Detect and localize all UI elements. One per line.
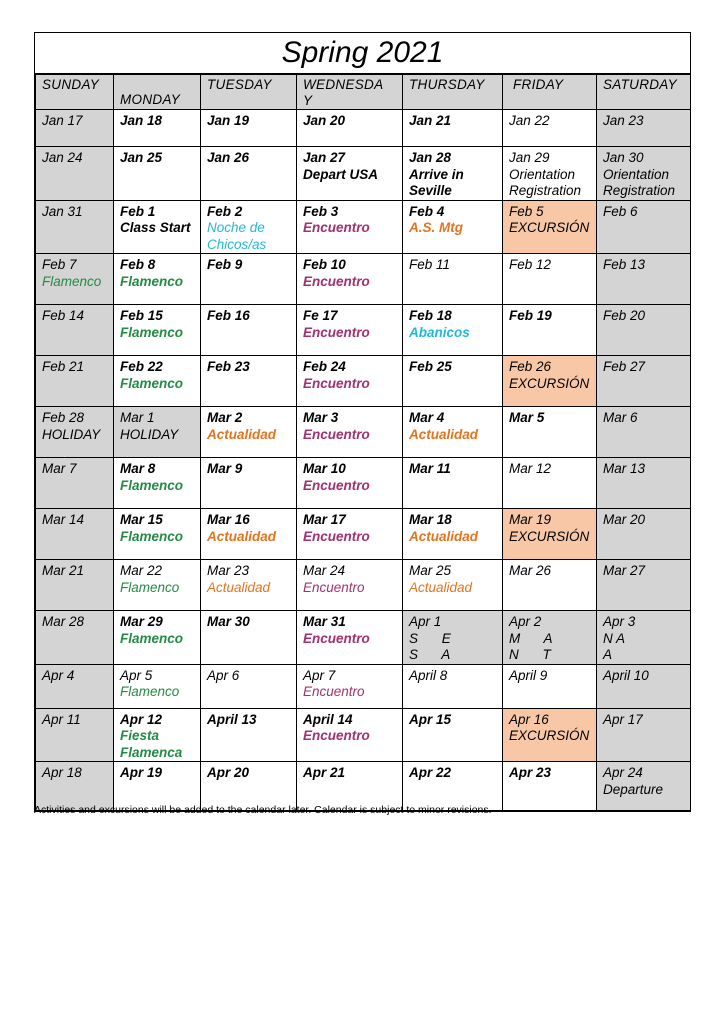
- day-cell: [597, 458, 691, 509]
- day-activity: N A: [603, 630, 626, 646]
- day-cell: [36, 664, 114, 708]
- day-cell: [597, 560, 691, 611]
- week-row: [36, 147, 691, 201]
- day-date: Feb 13: [603, 257, 646, 272]
- day-date: Apr 11: [42, 711, 81, 727]
- day-cell: [297, 407, 403, 458]
- day-date: Mar 1: [120, 410, 155, 425]
- day-activity: Encuentro: [303, 477, 370, 493]
- day-activity: Encuentro: [303, 273, 370, 289]
- day-date: Mar 11: [409, 461, 451, 476]
- day-cell: [503, 762, 597, 811]
- day-date: Apr 1: [409, 614, 442, 629]
- day-date: Mar 25: [409, 563, 452, 578]
- day-activity: Flamenco: [120, 273, 184, 289]
- day-cell: [297, 305, 403, 356]
- week-row: [36, 254, 691, 305]
- day-activity: Flamenco: [120, 684, 180, 699]
- day-cell: [403, 611, 503, 665]
- day-date: Mar 17: [303, 512, 346, 527]
- day-cell: [297, 110, 403, 147]
- day-activity: Encuentro: [303, 728, 370, 743]
- day-activity: Encuentro: [303, 630, 370, 646]
- day-activity: Fiesta Flamenca: [120, 728, 183, 760]
- day-date: Feb 20: [603, 308, 646, 323]
- day-date: Mar 27: [603, 563, 646, 578]
- day-activity: Class Start: [120, 220, 191, 235]
- day-cell: [36, 407, 114, 458]
- weekday-header-thursday: THURSDAY: [403, 75, 503, 110]
- day-date: Mar 2: [207, 410, 243, 425]
- day-date: Mar 10: [303, 461, 346, 476]
- week-row: [36, 509, 691, 560]
- day-cell: [201, 110, 297, 147]
- day-cell: [403, 664, 503, 708]
- day-cell: [297, 611, 403, 665]
- day-cell: [297, 708, 403, 762]
- day-activity: Flamenco: [120, 579, 180, 595]
- day-cell: [503, 147, 597, 201]
- day-activity: EXCURSIÓN: [509, 220, 590, 235]
- day-cell: [114, 664, 201, 708]
- day-date: Jan 26: [207, 150, 250, 165]
- day-cell: [503, 458, 597, 509]
- day-date: April 13: [207, 711, 257, 727]
- day-date: April 9: [509, 667, 548, 683]
- day-date: Feb 12: [509, 257, 552, 272]
- day-date: Feb 24: [303, 359, 346, 374]
- day-activity: EXCURSIÓN: [509, 728, 590, 743]
- day-date: Mar 4: [409, 410, 445, 425]
- day-date: Mar 31: [303, 614, 346, 629]
- day-date: Mar 12: [509, 461, 552, 476]
- day-cell: [403, 458, 503, 509]
- day-date: Mar 13: [603, 461, 646, 476]
- day-cell: [597, 254, 691, 305]
- day-cell: [297, 200, 403, 254]
- day-date: April 14: [303, 711, 353, 727]
- day-activity: EXCURSIÓN: [509, 375, 590, 391]
- day-date: Feb 26: [509, 359, 552, 374]
- weekday-header-friday: FRIDAY: [503, 75, 597, 110]
- week-row: [36, 611, 691, 665]
- day-date: Apr 15: [409, 711, 452, 727]
- day-date: Apr 7: [303, 667, 336, 683]
- day-date: Apr 20: [207, 765, 250, 780]
- day-cell: [403, 708, 503, 762]
- day-activity: Actualidad: [207, 579, 271, 595]
- day-date: Feb 25: [409, 359, 452, 374]
- day-cell: [114, 147, 201, 201]
- day-date: Feb 3: [303, 203, 339, 219]
- day-cell: [597, 762, 691, 811]
- day-cell: [114, 110, 201, 147]
- day-cell: [201, 708, 297, 762]
- day-date: Feb 16: [207, 308, 250, 323]
- day-cell: [597, 708, 691, 762]
- day-date: Apr 6: [207, 667, 240, 683]
- day-cell: [36, 110, 114, 147]
- day-date: Apr 5: [120, 667, 153, 683]
- day-activity: Actualidad: [409, 426, 479, 442]
- day-date: Jan 25: [120, 150, 163, 165]
- day-date: Mar 5: [509, 410, 545, 425]
- day-date: Apr 18: [42, 765, 82, 780]
- day-date: Jan 31: [42, 203, 83, 219]
- day-cell: [36, 200, 114, 254]
- day-date: Apr 19: [120, 765, 163, 780]
- day-cell: [297, 254, 403, 305]
- day-cell: [297, 458, 403, 509]
- day-date: Apr 2: [509, 614, 542, 629]
- day-date: Mar 29: [120, 614, 163, 629]
- day-date: Mar 21: [42, 563, 85, 578]
- week-row: [36, 560, 691, 611]
- day-date: Jan 20: [303, 113, 346, 128]
- day-cell: [201, 356, 297, 407]
- day-activity: Encuentro: [303, 684, 365, 699]
- day-cell: [597, 147, 691, 201]
- day-cell: [297, 560, 403, 611]
- day-date: Mar 28: [42, 614, 85, 629]
- day-cell: [503, 254, 597, 305]
- day-activity: Noche de Chicos/as: [207, 220, 267, 252]
- day-date: Feb 5: [509, 203, 544, 219]
- day-cell: [36, 708, 114, 762]
- day-activity: Flamenco: [120, 528, 184, 544]
- day-date: Apr 4: [42, 667, 75, 683]
- day-cell: [114, 356, 201, 407]
- day-date: Jan 28: [409, 150, 452, 165]
- day-activity: Flamenco: [120, 630, 184, 646]
- day-date: Feb 8: [120, 257, 156, 272]
- day-cell: [114, 509, 201, 560]
- day-cell: [403, 254, 503, 305]
- day-cell: [597, 509, 691, 560]
- day-cell: [201, 147, 297, 201]
- day-cell: [597, 611, 691, 665]
- day-cell: [201, 509, 297, 560]
- day-activity: Orientation Registration: [603, 166, 676, 198]
- day-cell: [403, 305, 503, 356]
- day-date: Mar 18: [409, 512, 452, 527]
- day-cell: [297, 147, 403, 201]
- day-cell: [201, 407, 297, 458]
- day-date: Mar 15: [120, 512, 163, 527]
- day-activity: M A: [509, 630, 563, 646]
- day-cell: [597, 356, 691, 407]
- day-cell: [201, 254, 297, 305]
- day-cell: [36, 458, 114, 509]
- day-activity: A: [603, 647, 613, 662]
- day-activity: Flamenco: [120, 375, 184, 391]
- day-date: Apr 21: [303, 765, 346, 780]
- day-activity: A.S. Mtg: [409, 220, 463, 235]
- day-cell: [36, 509, 114, 560]
- day-date: Mar 6: [603, 410, 638, 425]
- day-cell: [403, 147, 503, 201]
- week-row: [36, 200, 691, 254]
- day-date: Jan 17: [42, 113, 83, 128]
- day-activity: Actualidad: [207, 426, 277, 442]
- day-date: Feb 28: [42, 410, 85, 425]
- day-activity: Encuentro: [303, 220, 370, 235]
- day-date: Feb 14: [42, 308, 85, 323]
- day-activity: Encuentro: [303, 579, 365, 595]
- day-cell: [503, 356, 597, 407]
- day-activity: N T: [509, 647, 561, 662]
- weekday-header-wednesday: WEDNESDA Y: [297, 75, 403, 110]
- day-cell: [503, 509, 597, 560]
- day-activity: Encuentro: [303, 375, 370, 391]
- day-cell: [403, 356, 503, 407]
- week-row: [36, 110, 691, 147]
- day-cell: [297, 509, 403, 560]
- day-cell: [114, 458, 201, 509]
- day-date: Feb 21: [42, 359, 85, 374]
- day-cell: [297, 664, 403, 708]
- day-cell: [114, 200, 201, 254]
- day-cell: [597, 664, 691, 708]
- day-activity: Orientation Registration: [509, 166, 582, 198]
- weekday-header-saturday: SATURDAY: [597, 75, 691, 110]
- day-date: Apr 24: [603, 765, 643, 780]
- day-date: Mar 26: [509, 563, 552, 578]
- day-activity: Abanicos: [409, 324, 470, 340]
- day-date: Feb 7: [42, 257, 77, 272]
- day-cell: [114, 407, 201, 458]
- day-date: Mar 23: [207, 563, 250, 578]
- day-cell: [403, 560, 503, 611]
- calendar: [34, 32, 691, 812]
- day-date: Mar 24: [303, 563, 346, 578]
- weekday-header-row: [36, 75, 691, 110]
- day-cell: [114, 305, 201, 356]
- day-cell: [201, 458, 297, 509]
- day-cell: [403, 509, 503, 560]
- day-cell: [503, 200, 597, 254]
- day-date: Mar 3: [303, 410, 339, 425]
- day-date: Jan 27: [303, 150, 346, 165]
- day-cell: [201, 305, 297, 356]
- day-date: Feb 18: [409, 308, 452, 323]
- weekday-header-sunday: SUNDAY: [36, 75, 114, 110]
- day-date: Feb 9: [207, 257, 243, 272]
- day-cell: [114, 611, 201, 665]
- day-date: Apr 22: [409, 765, 452, 780]
- day-date: Mar 30: [207, 614, 250, 629]
- day-cell: [503, 560, 597, 611]
- footnote: Activities and excursions will be added to the calendar later. Calendar is subject to minor revisions.: [34, 804, 492, 816]
- day-cell: [36, 254, 114, 305]
- day-date: Apr 3: [603, 614, 636, 629]
- day-date: Feb 15: [120, 308, 163, 323]
- day-date: April 10: [603, 667, 649, 683]
- day-cell: [114, 254, 201, 305]
- day-cell: [403, 110, 503, 147]
- week-row: [36, 356, 691, 407]
- day-activity: Flamenco: [42, 273, 102, 289]
- day-date: Mar 16: [207, 512, 250, 527]
- day-date: Jan 30: [603, 150, 644, 165]
- day-cell: [297, 356, 403, 407]
- day-date: Apr 23: [509, 765, 552, 780]
- day-date: Feb 4: [409, 203, 445, 219]
- day-cell: [503, 708, 597, 762]
- day-cell: [36, 560, 114, 611]
- day-cell: [597, 110, 691, 147]
- day-cell: [597, 200, 691, 254]
- day-activity: Actualidad: [409, 528, 479, 544]
- day-date: Jan 21: [409, 113, 452, 128]
- day-activity: Actualidad: [207, 528, 277, 544]
- day-cell: [36, 147, 114, 201]
- day-date: Apr 12: [120, 711, 163, 727]
- day-date: Mar 8: [120, 461, 156, 476]
- day-cell: [403, 200, 503, 254]
- day-cell: [201, 664, 297, 708]
- day-date: Apr 16: [509, 711, 549, 727]
- day-date: Mar 9: [207, 461, 243, 476]
- day-activity: Flamenco: [120, 477, 184, 493]
- day-cell: [201, 200, 297, 254]
- week-row: [36, 708, 691, 762]
- day-cell: [597, 305, 691, 356]
- day-cell: [503, 611, 597, 665]
- day-date: Mar 20: [603, 512, 646, 527]
- day-date: Jan 22: [509, 113, 550, 128]
- day-date: Feb 22: [120, 359, 163, 374]
- day-cell: [114, 560, 201, 611]
- day-activity: Encuentro: [303, 528, 370, 544]
- day-activity: Encuentro: [303, 324, 370, 340]
- day-activity: Flamenco: [120, 324, 184, 340]
- day-date: April 8: [409, 667, 448, 683]
- day-activity: Encuentro: [303, 426, 370, 442]
- day-cell: [201, 611, 297, 665]
- day-activity: Depart USA: [303, 166, 379, 182]
- day-cell: [503, 305, 597, 356]
- day-date: Feb 19: [509, 308, 552, 323]
- calendar-grid: [35, 74, 691, 811]
- day-date: Mar 22: [120, 563, 163, 578]
- day-date: Jan 19: [207, 113, 250, 128]
- week-row: [36, 458, 691, 509]
- day-activity: HOLIDAY: [42, 426, 101, 442]
- day-date: Jan 24: [42, 150, 83, 165]
- day-date: Mar 19: [509, 512, 552, 527]
- day-date: Feb 23: [207, 359, 250, 374]
- day-activity: Actualidad: [409, 579, 473, 595]
- day-date: Mar 7: [42, 461, 77, 476]
- day-date: Jan 29: [509, 150, 550, 165]
- day-cell: [597, 407, 691, 458]
- day-date: Jan 23: [603, 113, 644, 128]
- day-cell: [403, 407, 503, 458]
- day-date: Apr 17: [603, 711, 643, 727]
- day-date: Feb 6: [603, 203, 638, 219]
- day-date: Feb 2: [207, 203, 243, 219]
- day-date: Mar 14: [42, 512, 85, 527]
- day-activity: Arrive in Seville: [409, 166, 464, 198]
- day-cell: [36, 305, 114, 356]
- calendar-title: Spring 2021: [35, 33, 690, 74]
- day-date: Feb 11: [409, 257, 451, 272]
- day-date: Feb 27: [603, 359, 646, 374]
- day-date: Feb 10: [303, 257, 346, 272]
- day-cell: [503, 407, 597, 458]
- weekday-header-monday: MONDAY: [114, 75, 201, 110]
- day-activity: Departure: [603, 781, 664, 797]
- day-cell: [201, 560, 297, 611]
- week-row: [36, 664, 691, 708]
- day-cell: [36, 356, 114, 407]
- day-cell: [36, 611, 114, 665]
- day-activity: HOLIDAY: [120, 426, 179, 442]
- day-activity: S A: [409, 647, 461, 662]
- weekday-header-tuesday: TUESDAY: [201, 75, 297, 110]
- day-activity: EXCURSIÓN: [509, 528, 590, 544]
- day-date: Jan 18: [120, 113, 163, 128]
- week-row: [36, 407, 691, 458]
- day-date: Feb 1: [120, 203, 156, 219]
- week-row: [36, 305, 691, 356]
- day-cell: [114, 708, 201, 762]
- day-cell: [503, 110, 597, 147]
- day-date: Fe 17: [303, 308, 338, 323]
- day-activity: S E: [409, 630, 461, 646]
- day-cell: [503, 664, 597, 708]
